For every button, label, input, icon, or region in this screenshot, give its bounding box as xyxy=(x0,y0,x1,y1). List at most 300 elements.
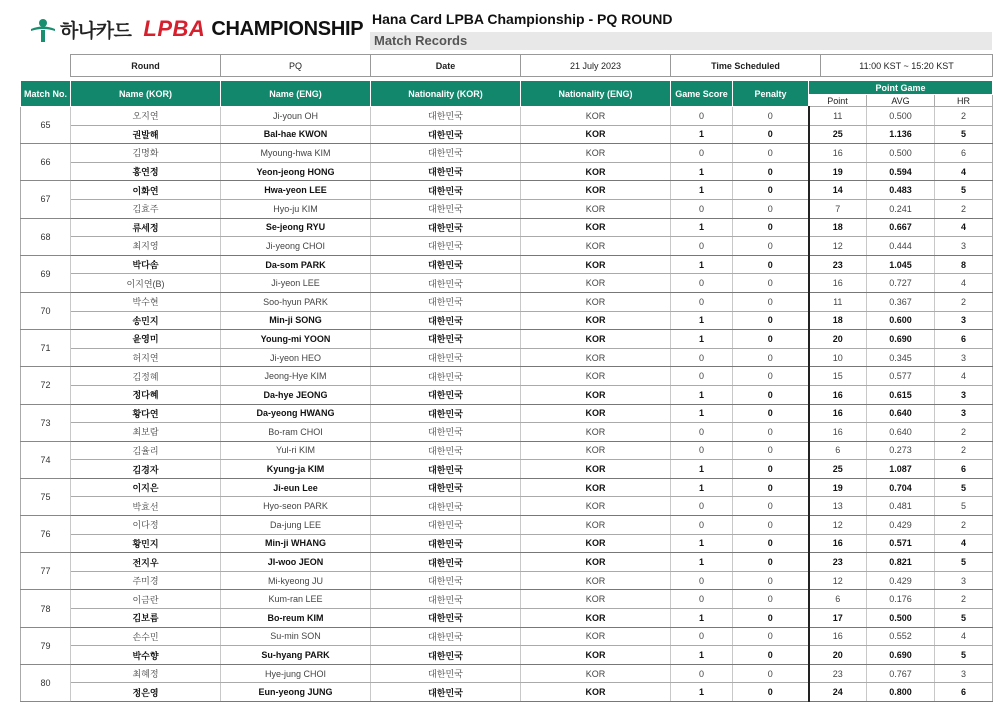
hr-value: 3 xyxy=(935,385,993,404)
player-name-eng: Young-mi YOON xyxy=(221,330,371,349)
penalty-value: 0 xyxy=(733,683,809,702)
player-name-eng: Yeon-jeong HONG xyxy=(221,162,371,181)
hr-value: 5 xyxy=(935,553,993,572)
nationality-eng: KOR xyxy=(521,181,671,200)
point-value: 11 xyxy=(809,292,867,311)
match-number: 67 xyxy=(21,181,71,218)
col-hr: HR xyxy=(935,95,993,107)
match-number: 74 xyxy=(21,441,71,478)
point-value: 12 xyxy=(809,571,867,590)
player-name-eng: Bo-reum KIM xyxy=(221,609,371,628)
avg-value: 0.704 xyxy=(867,478,935,497)
document-title: Hana Card LPBA Championship - PQ ROUND xyxy=(372,11,673,27)
player-name-kor: 정다혜 xyxy=(71,385,221,404)
player-name-eng: Hwa-yeon LEE xyxy=(221,181,371,200)
date-label: Date xyxy=(371,55,521,77)
player-name-kor: 홍연정 xyxy=(71,162,221,181)
point-value: 25 xyxy=(809,125,867,144)
hr-value: 5 xyxy=(935,646,993,665)
table-row xyxy=(21,627,993,646)
table-row xyxy=(21,497,993,516)
penalty-value: 0 xyxy=(733,348,809,367)
game-score: 0 xyxy=(671,274,733,293)
game-score: 1 xyxy=(671,385,733,404)
game-score: 1 xyxy=(671,609,733,628)
hr-value: 5 xyxy=(935,478,993,497)
point-value: 16 xyxy=(809,404,867,423)
player-name-kor: 권발해 xyxy=(71,125,221,144)
hr-value: 3 xyxy=(935,348,993,367)
nationality-eng: KOR xyxy=(521,162,671,181)
hr-value: 6 xyxy=(935,144,993,163)
nationality-eng: KOR xyxy=(521,553,671,572)
penalty-value: 0 xyxy=(733,590,809,609)
point-value: 12 xyxy=(809,237,867,256)
point-value: 20 xyxy=(809,330,867,349)
avg-value: 0.500 xyxy=(867,144,935,163)
table-row xyxy=(21,664,993,683)
player-name-eng: Soo-hyun PARK xyxy=(221,292,371,311)
logo-lpba-text: LPBA xyxy=(143,16,206,41)
player-name-eng: Mi-kyeong JU xyxy=(221,571,371,590)
nationality-kor: 대한민국 xyxy=(371,218,521,237)
avg-value: 0.577 xyxy=(867,367,935,386)
player-name-kor: 손수민 xyxy=(71,627,221,646)
nationality-eng: KOR xyxy=(521,125,671,144)
hr-value: 2 xyxy=(935,292,993,311)
nationality-eng: KOR xyxy=(521,385,671,404)
table-row xyxy=(21,478,993,497)
hr-value: 2 xyxy=(935,199,993,218)
match-number: 79 xyxy=(21,627,71,664)
nationality-eng: KOR xyxy=(521,218,671,237)
game-score: 0 xyxy=(671,292,733,311)
nationality-eng: KOR xyxy=(521,571,671,590)
point-value: 14 xyxy=(809,181,867,200)
player-name-eng: Da-hye JEONG xyxy=(221,385,371,404)
game-score: 1 xyxy=(671,553,733,572)
player-name-kor: 황민지 xyxy=(71,534,221,553)
game-score: 0 xyxy=(671,237,733,256)
avg-value: 0.821 xyxy=(867,553,935,572)
table-row xyxy=(21,125,993,144)
nationality-kor: 대한민국 xyxy=(371,181,521,200)
match-number: 75 xyxy=(21,478,71,515)
time-label: Time Scheduled xyxy=(671,55,821,77)
match-table-body xyxy=(21,107,993,702)
player-name-eng: Da-yeong HWANG xyxy=(221,404,371,423)
player-name-eng: Hyo-ju KIM xyxy=(221,199,371,218)
point-value: 7 xyxy=(809,199,867,218)
time-value: 11:00 KST ~ 15:20 KST xyxy=(821,55,993,77)
match-number: 69 xyxy=(21,255,71,292)
col-point: Point xyxy=(809,95,867,107)
game-score: 0 xyxy=(671,627,733,646)
nationality-kor: 대한민국 xyxy=(371,627,521,646)
table-row xyxy=(21,348,993,367)
penalty-value: 0 xyxy=(733,237,809,256)
nationality-eng: KOR xyxy=(521,237,671,256)
avg-value: 0.667 xyxy=(867,218,935,237)
match-number: 68 xyxy=(21,218,71,255)
hr-value: 4 xyxy=(935,274,993,293)
round-value: PQ xyxy=(221,55,371,77)
hana-card-logo xyxy=(28,12,363,46)
player-name-eng: Bo-ram CHOI xyxy=(221,423,371,442)
nationality-kor: 대한민국 xyxy=(371,125,521,144)
player-name-kor: 박효선 xyxy=(71,497,221,516)
avg-value: 0.571 xyxy=(867,534,935,553)
player-name-kor: 박수현 xyxy=(71,292,221,311)
point-value: 18 xyxy=(809,218,867,237)
player-name-eng: Kyung-ja KIM xyxy=(221,460,371,479)
penalty-value: 0 xyxy=(733,218,809,237)
game-score: 1 xyxy=(671,478,733,497)
col-name-kor: Name (KOR) xyxy=(71,81,221,107)
match-number: 72 xyxy=(21,367,71,404)
point-value: 13 xyxy=(809,497,867,516)
avg-value: 0.600 xyxy=(867,311,935,330)
penalty-value: 0 xyxy=(733,571,809,590)
nationality-eng: KOR xyxy=(521,664,671,683)
avg-value: 0.345 xyxy=(867,348,935,367)
match-number: 70 xyxy=(21,292,71,329)
player-name-kor: 김경자 xyxy=(71,460,221,479)
nationality-eng: KOR xyxy=(521,590,671,609)
page-header xyxy=(0,0,1000,52)
player-name-eng: JI-woo JEON xyxy=(221,553,371,572)
logo-korean-text: 하나카드 xyxy=(60,19,132,42)
table-row xyxy=(21,646,993,665)
penalty-value: 0 xyxy=(733,274,809,293)
table-row xyxy=(21,107,993,126)
game-score: 0 xyxy=(671,497,733,516)
penalty-value: 0 xyxy=(733,478,809,497)
hr-value: 2 xyxy=(935,107,993,126)
match-records-table xyxy=(20,80,993,702)
table-row xyxy=(21,237,993,256)
table-row xyxy=(21,404,993,423)
avg-value: 0.176 xyxy=(867,590,935,609)
hr-value: 4 xyxy=(935,367,993,386)
player-name-eng: Ji-yeon LEE xyxy=(221,274,371,293)
penalty-value: 0 xyxy=(733,460,809,479)
nationality-eng: KOR xyxy=(521,107,671,126)
penalty-value: 0 xyxy=(733,144,809,163)
game-score: 0 xyxy=(671,144,733,163)
player-name-kor: 김정혜 xyxy=(71,367,221,386)
nationality-kor: 대한민국 xyxy=(371,311,521,330)
game-score: 0 xyxy=(671,367,733,386)
point-value: 16 xyxy=(809,423,867,442)
hr-value: 2 xyxy=(935,423,993,442)
nationality-kor: 대한민국 xyxy=(371,367,521,386)
avg-value: 0.429 xyxy=(867,516,935,535)
avg-value: 0.800 xyxy=(867,683,935,702)
hr-value: 6 xyxy=(935,683,993,702)
point-value: 11 xyxy=(809,107,867,126)
player-name-kor: 김효주 xyxy=(71,199,221,218)
game-score: 0 xyxy=(671,590,733,609)
nationality-eng: KOR xyxy=(521,441,671,460)
penalty-value: 0 xyxy=(733,199,809,218)
player-name-kor: 최보람 xyxy=(71,423,221,442)
nationality-eng: KOR xyxy=(521,404,671,423)
penalty-value: 0 xyxy=(733,311,809,330)
match-number: 66 xyxy=(21,144,71,181)
player-name-eng: Ji-eun Lee xyxy=(221,478,371,497)
nationality-kor: 대한민국 xyxy=(371,385,521,404)
hr-value: 3 xyxy=(935,404,993,423)
penalty-value: 0 xyxy=(733,107,809,126)
hr-value: 4 xyxy=(935,627,993,646)
player-name-eng: Ji-yeong CHOI xyxy=(221,237,371,256)
nationality-eng: KOR xyxy=(521,534,671,553)
match-number: 80 xyxy=(21,664,71,701)
penalty-value: 0 xyxy=(733,125,809,144)
player-name-kor: 전지우 xyxy=(71,553,221,572)
document-subtitle: Match Records xyxy=(370,32,992,50)
point-value: 15 xyxy=(809,367,867,386)
avg-value: 0.690 xyxy=(867,646,935,665)
table-row xyxy=(21,367,993,386)
avg-value: 0.444 xyxy=(867,237,935,256)
avg-value: 0.767 xyxy=(867,664,935,683)
col-nationality-eng: Nationality (ENG) xyxy=(521,81,671,107)
nationality-eng: KOR xyxy=(521,516,671,535)
avg-value: 0.640 xyxy=(867,404,935,423)
nationality-kor: 대한민국 xyxy=(371,664,521,683)
nationality-kor: 대한민국 xyxy=(371,571,521,590)
nationality-kor: 대한민국 xyxy=(371,609,521,628)
avg-value: 0.500 xyxy=(867,107,935,126)
player-name-kor: 황다연 xyxy=(71,404,221,423)
player-name-eng: Da-jung LEE xyxy=(221,516,371,535)
penalty-value: 0 xyxy=(733,664,809,683)
point-value: 6 xyxy=(809,441,867,460)
col-match-no: Match No. xyxy=(21,81,71,107)
player-name-kor: 김보름 xyxy=(71,609,221,628)
hr-value: 3 xyxy=(935,664,993,683)
avg-value: 0.640 xyxy=(867,423,935,442)
table-row xyxy=(21,609,993,628)
nationality-eng: KOR xyxy=(521,274,671,293)
nationality-eng: KOR xyxy=(521,497,671,516)
player-name-kor: 이화연 xyxy=(71,181,221,200)
table-row xyxy=(21,516,993,535)
game-score: 0 xyxy=(671,107,733,126)
point-value: 17 xyxy=(809,609,867,628)
game-score: 0 xyxy=(671,199,733,218)
player-name-kor: 윤영미 xyxy=(71,330,221,349)
game-score: 1 xyxy=(671,181,733,200)
player-name-eng: Se-jeong RYU xyxy=(221,218,371,237)
nationality-kor: 대한민국 xyxy=(371,292,521,311)
player-name-eng: Hyo-seon PARK xyxy=(221,497,371,516)
penalty-value: 0 xyxy=(733,553,809,572)
penalty-value: 0 xyxy=(733,423,809,442)
player-name-eng: Ji-yeon HEO xyxy=(221,348,371,367)
nationality-kor: 대한민국 xyxy=(371,534,521,553)
point-value: 6 xyxy=(809,590,867,609)
game-score: 1 xyxy=(671,683,733,702)
penalty-value: 0 xyxy=(733,627,809,646)
point-value: 16 xyxy=(809,627,867,646)
col-nationality-kor: Nationality (KOR) xyxy=(371,81,521,107)
player-name-kor: 박다솜 xyxy=(71,255,221,274)
hr-value: 5 xyxy=(935,181,993,200)
table-row xyxy=(21,255,993,274)
player-name-kor: 최지영 xyxy=(71,237,221,256)
penalty-value: 0 xyxy=(733,330,809,349)
avg-value: 0.481 xyxy=(867,497,935,516)
hr-value: 5 xyxy=(935,609,993,628)
player-name-kor: 이금란 xyxy=(71,590,221,609)
game-score: 0 xyxy=(671,571,733,590)
player-name-kor: 주미경 xyxy=(71,571,221,590)
penalty-value: 0 xyxy=(733,609,809,628)
table-row xyxy=(21,460,993,479)
player-name-kor: 오지연 xyxy=(71,107,221,126)
game-score: 1 xyxy=(671,255,733,274)
penalty-value: 0 xyxy=(733,367,809,386)
col-avg: AVG xyxy=(867,95,935,107)
avg-value: 0.594 xyxy=(867,162,935,181)
nationality-eng: KOR xyxy=(521,199,671,218)
penalty-value: 0 xyxy=(733,292,809,311)
player-name-kor: 송민지 xyxy=(71,311,221,330)
player-name-kor: 허지연 xyxy=(71,348,221,367)
hr-value: 3 xyxy=(935,237,993,256)
game-score: 1 xyxy=(671,218,733,237)
game-score: 1 xyxy=(671,460,733,479)
player-name-kor: 이지은 xyxy=(71,478,221,497)
hr-value: 3 xyxy=(935,311,993,330)
nationality-kor: 대한민국 xyxy=(371,590,521,609)
match-number: 71 xyxy=(21,330,71,367)
penalty-value: 0 xyxy=(733,162,809,181)
nationality-kor: 대한민국 xyxy=(371,553,521,572)
avg-value: 0.367 xyxy=(867,292,935,311)
avg-value: 1.136 xyxy=(867,125,935,144)
nationality-eng: KOR xyxy=(521,460,671,479)
point-value: 20 xyxy=(809,646,867,665)
nationality-kor: 대한민국 xyxy=(371,423,521,442)
nationality-eng: KOR xyxy=(521,255,671,274)
player-name-eng: Eun-yeong JUNG xyxy=(221,683,371,702)
player-name-eng: Min-ji SONG xyxy=(221,311,371,330)
game-score: 0 xyxy=(671,348,733,367)
point-value: 16 xyxy=(809,274,867,293)
hana-logo-icon xyxy=(28,14,58,44)
table-row xyxy=(21,590,993,609)
avg-value: 0.727 xyxy=(867,274,935,293)
col-game-score: Game Score xyxy=(671,81,733,107)
player-name-kor: 류세정 xyxy=(71,218,221,237)
nationality-eng: KOR xyxy=(521,609,671,628)
game-score: 0 xyxy=(671,423,733,442)
table-row xyxy=(21,274,993,293)
hr-value: 3 xyxy=(935,571,993,590)
logo-championship-text: CHAMPIONSHIP xyxy=(211,17,364,40)
nationality-kor: 대한민국 xyxy=(371,497,521,516)
player-name-eng: Min-ji WHANG xyxy=(221,534,371,553)
player-name-kor: 정은영 xyxy=(71,683,221,702)
player-name-eng: Su-hyang PARK xyxy=(221,646,371,665)
game-score: 0 xyxy=(671,441,733,460)
nationality-kor: 대한민국 xyxy=(371,144,521,163)
avg-value: 0.483 xyxy=(867,181,935,200)
nationality-eng: KOR xyxy=(521,423,671,442)
nationality-eng: KOR xyxy=(521,144,671,163)
match-number: 77 xyxy=(21,553,71,590)
nationality-kor: 대한민국 xyxy=(371,683,521,702)
game-score: 1 xyxy=(671,646,733,665)
round-label: Round xyxy=(71,55,221,77)
hr-value: 4 xyxy=(935,534,993,553)
table-row xyxy=(21,218,993,237)
player-name-eng: Yul-ri KIM xyxy=(221,441,371,460)
player-name-eng: Su-min SON xyxy=(221,627,371,646)
point-value: 16 xyxy=(809,534,867,553)
penalty-value: 0 xyxy=(733,385,809,404)
nationality-kor: 대한민국 xyxy=(371,646,521,665)
nationality-kor: 대한민국 xyxy=(371,255,521,274)
table-row xyxy=(21,571,993,590)
nationality-kor: 대한민국 xyxy=(371,274,521,293)
game-score: 1 xyxy=(671,534,733,553)
point-value: 12 xyxy=(809,516,867,535)
nationality-eng: KOR xyxy=(521,646,671,665)
player-name-kor: 박수향 xyxy=(71,646,221,665)
nationality-eng: KOR xyxy=(521,348,671,367)
game-score: 0 xyxy=(671,516,733,535)
game-score: 1 xyxy=(671,162,733,181)
nationality-kor: 대한민국 xyxy=(371,404,521,423)
hr-value: 4 xyxy=(935,218,993,237)
point-value: 23 xyxy=(809,664,867,683)
hr-value: 8 xyxy=(935,255,993,274)
point-value: 19 xyxy=(809,478,867,497)
hr-value: 2 xyxy=(935,590,993,609)
nationality-eng: KOR xyxy=(521,292,671,311)
table-row xyxy=(21,199,993,218)
hr-value: 2 xyxy=(935,441,993,460)
point-value: 16 xyxy=(809,385,867,404)
player-name-eng: Myoung-hwa KIM xyxy=(221,144,371,163)
avg-value: 0.690 xyxy=(867,330,935,349)
nationality-kor: 대한민국 xyxy=(371,516,521,535)
round-info-table xyxy=(70,54,993,77)
avg-value: 0.429 xyxy=(867,571,935,590)
penalty-value: 0 xyxy=(733,181,809,200)
hr-value: 5 xyxy=(935,125,993,144)
avg-value: 0.241 xyxy=(867,199,935,218)
nationality-kor: 대한민국 xyxy=(371,348,521,367)
avg-value: 0.500 xyxy=(867,609,935,628)
point-value: 23 xyxy=(809,553,867,572)
avg-value: 0.552 xyxy=(867,627,935,646)
avg-value: 1.087 xyxy=(867,460,935,479)
penalty-value: 0 xyxy=(733,516,809,535)
hr-value: 2 xyxy=(935,516,993,535)
nationality-kor: 대한민국 xyxy=(371,107,521,126)
penalty-value: 0 xyxy=(733,441,809,460)
nationality-kor: 대한민국 xyxy=(371,441,521,460)
player-name-eng: Hye-jung CHOI xyxy=(221,664,371,683)
table-row xyxy=(21,683,993,702)
point-value: 18 xyxy=(809,311,867,330)
